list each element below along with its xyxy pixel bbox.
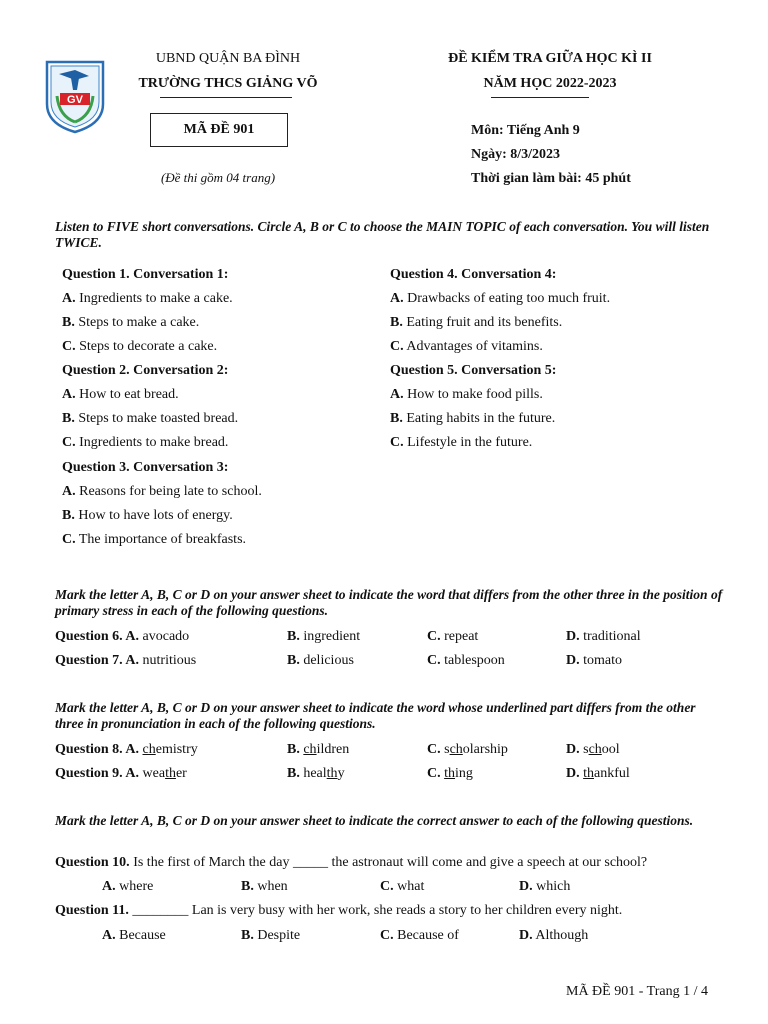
question-title: Question 5. Conversation 5:	[390, 363, 557, 378]
exam-date: Ngày: 8/3/2023	[471, 147, 561, 162]
answer-option[interactable]: D. school	[566, 742, 620, 757]
answer-option[interactable]: B. Despite	[241, 928, 301, 943]
school-logo	[45, 60, 105, 134]
question-title: Question 2. Conversation 2:	[62, 363, 229, 378]
answer-option[interactable]: D. thankful	[566, 766, 630, 781]
answer-option[interactable]: B. Steps to make a cake.	[62, 315, 200, 330]
answer-option[interactable]: C. Lifestyle in the future.	[390, 435, 533, 450]
answer-option[interactable]: A. Ingredients to make a cake.	[62, 291, 233, 306]
question-9: Question 9. A. weather	[55, 766, 187, 781]
answer-option[interactable]: A. Because	[102, 928, 166, 943]
answer-option[interactable]: A. where	[102, 879, 154, 894]
question-7: Question 7. A. nutritious	[55, 653, 197, 668]
subject: Môn: Tiếng Anh 9	[471, 123, 580, 138]
section1-instruction: Listen to FIVE short conversations. Circle A, B or C to choose the MAIN TOPIC of each conversation. You will listen TWICE.	[55, 219, 710, 250]
title-underline	[491, 97, 589, 98]
page-footer: MÃ ĐỀ 901 - Trang 1 / 4	[566, 984, 708, 999]
question-6: Question 6. A. avocado	[55, 629, 190, 644]
answer-option[interactable]: B. Eating habits in the future.	[390, 411, 556, 426]
school-name: TRƯỜNG THCS GIẢNG VÕ	[138, 76, 318, 91]
answer-option[interactable]: D. which	[519, 879, 571, 894]
answer-option[interactable]: D. traditional	[566, 629, 641, 644]
answer-option[interactable]: C. repeat	[427, 629, 479, 644]
pages-note: (Đề thi gồm 04 trang)	[160, 170, 276, 185]
answer-option[interactable]: A. How to eat bread.	[62, 387, 179, 402]
answer-option[interactable]: C. Steps to decorate a cake.	[62, 339, 218, 354]
answer-option[interactable]: C. Advantages of vitamins.	[390, 339, 543, 354]
answer-option[interactable]: B. when	[241, 879, 288, 894]
exam-duration: Thời gian làm bài: 45 phút	[471, 171, 631, 186]
answer-option[interactable]: D. tomato	[566, 653, 623, 668]
answer-option[interactable]: C. scholarship	[427, 742, 508, 757]
answer-option[interactable]: C. thing	[427, 766, 473, 781]
answer-option[interactable]: C. Because of	[380, 928, 459, 943]
question-title: Question 1. Conversation 1:	[62, 267, 229, 282]
question-title: Question 4. Conversation 4:	[390, 267, 557, 282]
district-name: UBND QUẬN BA ĐÌNH	[155, 51, 301, 66]
answer-option[interactable]: C. The importance of breakfasts.	[62, 532, 247, 547]
school-underline	[160, 97, 292, 98]
answer-option[interactable]: D. Although	[519, 928, 589, 943]
answer-option[interactable]: B. healthy	[287, 766, 345, 781]
answer-option[interactable]: A. How to make food pills.	[390, 387, 543, 402]
answer-option[interactable]: C. what	[380, 879, 425, 894]
answer-option[interactable]: B. How to have lots of energy.	[62, 508, 233, 523]
answer-option[interactable]: B. Steps to make toasted bread.	[62, 411, 239, 426]
answer-option[interactable]: B. children	[287, 742, 350, 757]
question-11: Question 11. ________ Lan is very busy with her work, she reads a story to her children every night.	[55, 903, 623, 918]
question-10: Question 10. Is the first of March the day _____ the astronaut will come and give a speech at our school?	[55, 855, 648, 870]
section2-instruction: Mark the letter A, B, C or D on your answer sheet to indicate the word that differs from the other three in the position of primary stress in each of the following questions.	[55, 587, 723, 618]
exam-title: ĐỀ KIỂM TRA GIỮA HỌC KÌ II	[448, 51, 652, 66]
section4-instruction: Mark the letter A, B, C or D on your answer sheet to indicate the correct answer to each of the following questions.	[55, 813, 694, 828]
exam-code: MÃ ĐỀ 901	[183, 122, 255, 137]
answer-option[interactable]: B. Eating fruit and its benefits.	[390, 315, 563, 330]
answer-option[interactable]: B. ingredient	[287, 629, 361, 644]
question-8: Question 8. A. chemistry	[55, 742, 198, 757]
school-year: NĂM HỌC 2022-2023	[483, 76, 617, 91]
section3-instruction: Mark the letter A, B, C or D on your answer sheet to indicate the word whose underlined part differs from the other three in pronunciation in each of the following questions.	[55, 700, 696, 731]
answer-option[interactable]: C. Ingredients to make bread.	[62, 435, 229, 450]
answer-option[interactable]: B. delicious	[287, 653, 354, 668]
answer-option[interactable]: A. Reasons for being late to school.	[62, 484, 262, 499]
logo-text: GV	[67, 94, 83, 106]
answer-option[interactable]: C. tablespoon	[427, 653, 505, 668]
question-title: Question 3. Conversation 3:	[62, 460, 229, 475]
answer-option[interactable]: A. Drawbacks of eating too much fruit.	[390, 291, 611, 306]
